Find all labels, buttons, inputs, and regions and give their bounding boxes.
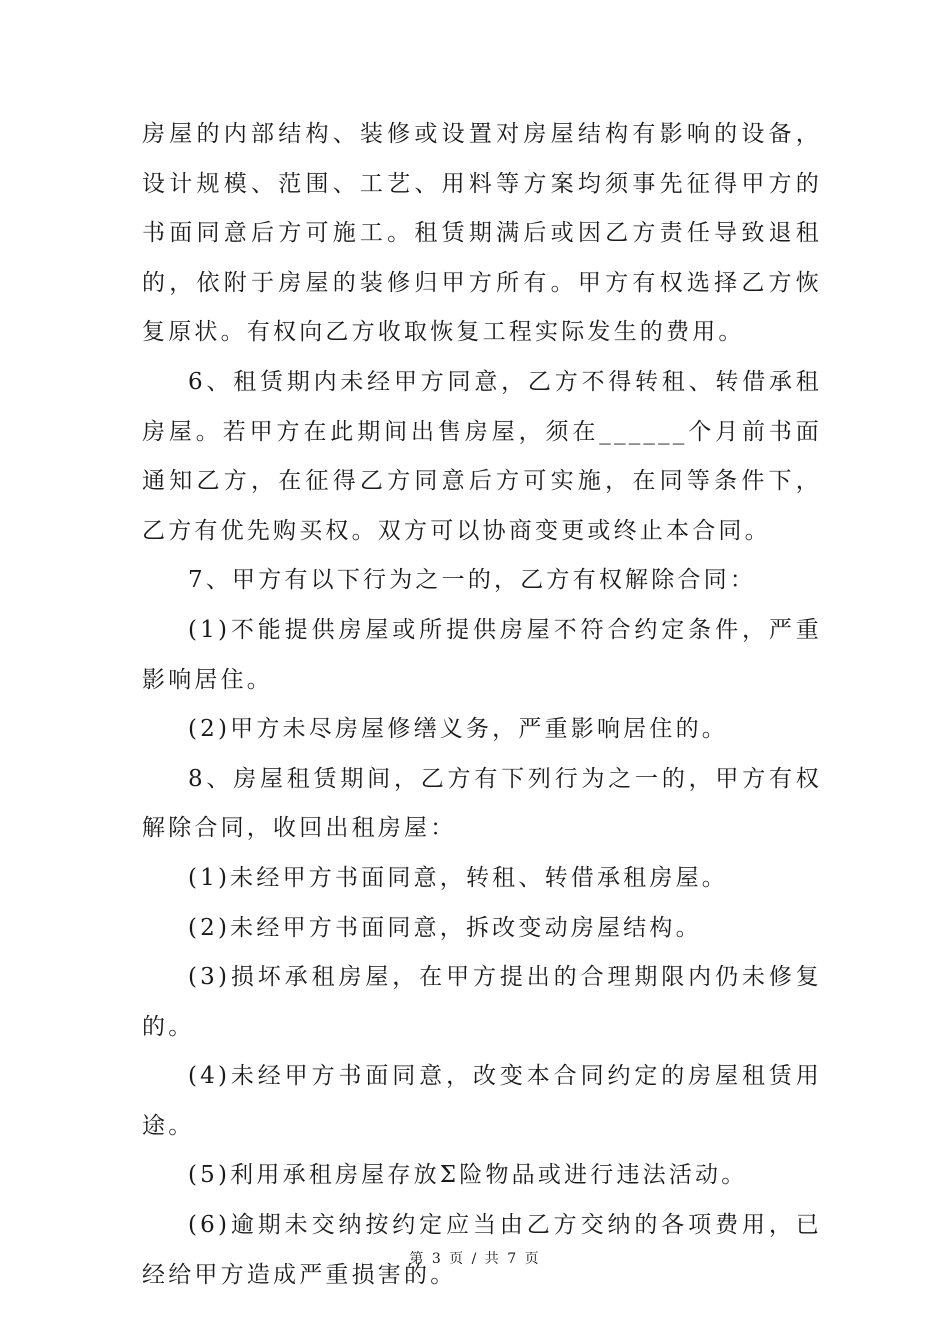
page-footer bbox=[0, 1248, 950, 1268]
page-number: 第 3 页 / 共 7 页 bbox=[409, 1251, 541, 1267]
paragraph-clause-8-item-2: (2)未经甲方书面同意，拆改变动房屋结构。 bbox=[188, 914, 702, 941]
paragraph-clause-7-item-2: (2)甲方未尽房屋修缮义务，严重影响居住的。 bbox=[188, 716, 728, 743]
paragraph-continuation: 房屋的内部结构、装修或设置对房屋结构有影响的设备，设计规模、范围、工艺、用料等方案均须事先征得甲方的书面同意后方可施工。租赁期满后或因乙方责任导致退租的，依附于房屋的装修归甲方所有。甲方有权选择乙方恢复原状。有权向乙方收取恢复工程实际发生的费用。 bbox=[142, 121, 822, 346]
paragraph-clause-8-item-5: (5)利用承租房屋存放Σ险物品或进行违法活动。 bbox=[188, 1162, 748, 1189]
paragraph-clause-8-item-4: (4)未经甲方书面同意，改变本合同约定的房屋租赁用途。 bbox=[142, 1063, 822, 1139]
paragraph-clause-7-item-1: (1)不能提供房屋或所提供房屋不符合约定条件，严重影响居住。 bbox=[142, 616, 822, 693]
paragraph-clause-6: 6、租赁期内未经甲方同意，乙方不得转租、转借承租房屋。若甲方在此期间出售房屋，须在______个月前书面通知乙方，在征得乙方同意后方可实施，在同等条件下，乙方有优先购买权。双方可以协商变更或终止本合同。 bbox=[142, 368, 822, 544]
paragraph-clause-8: 8、房屋租赁期间，乙方有下列行为之一的，甲方有权解除合同，收回出租房屋： bbox=[142, 765, 822, 842]
paragraph-clause-7: 7、甲方有以下行为之一的，乙方有权解除合同： bbox=[188, 567, 757, 594]
document-body bbox=[142, 110, 822, 1300]
paragraph-clause-8-item-1: (1)未经甲方书面同意，转租、转借承租房屋。 bbox=[188, 864, 728, 891]
paragraph-clause-8-item-6: (6)逾期未交纳按约定应当由乙方交纳的各项费用，已经给甲方造成严重损害的。 bbox=[142, 1212, 822, 1288]
paragraph-clause-8-item-3: (3)损坏承租房屋，在甲方提出的合理期限内仍未修复的。 bbox=[142, 964, 822, 1040]
